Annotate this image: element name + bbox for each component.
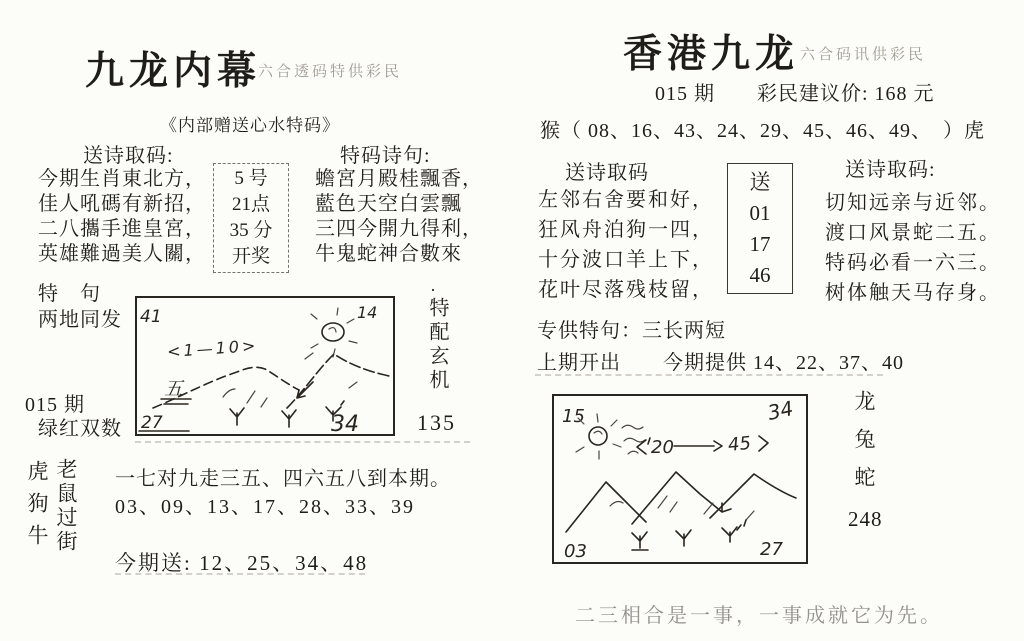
draw-time-box xyxy=(213,163,289,273)
poem-line: 蟾宮月殿桂飄香， xyxy=(315,168,483,190)
underline-marks xyxy=(161,399,191,404)
sketch-wu-character: 五 xyxy=(164,378,184,400)
mountains-sketch xyxy=(153,354,389,408)
left-sketch-box xyxy=(135,296,395,436)
right-sketch-drawing xyxy=(554,396,806,562)
poem-line: 藍色天空白雲飄 xyxy=(315,193,462,215)
left-panel-title: 九龙内幕 xyxy=(85,50,262,93)
right-panel-title: 香港九龙 xyxy=(623,33,800,76)
sketch-corner-number: 34 xyxy=(331,412,359,434)
grass-marks xyxy=(632,520,746,550)
sketch-corner-number: 27 xyxy=(141,413,163,433)
gift-box-line: 送 xyxy=(749,170,771,194)
poem-line: 左邻右舍要和好， xyxy=(538,189,714,211)
gift-box-line: 46 xyxy=(749,263,771,287)
right-zodiac-numbers-line: 猴（ 08、16、43、24、29、45、46、49、 ）虎 xyxy=(540,120,985,142)
grass-marks xyxy=(139,401,344,431)
poem-line: 特码必看一六三。 xyxy=(825,252,1001,274)
left-banner: 《内部赠送心水特码》 xyxy=(160,116,340,135)
poem-line: 渡口风景蛇二五。 xyxy=(825,222,1001,244)
left-vertical-hint: 特配玄机 xyxy=(426,297,448,393)
sketch-corner-number: 14 xyxy=(357,303,378,322)
sketch-corner-number: 03 xyxy=(564,541,587,562)
poem-line: 英雄難過美人關， xyxy=(38,243,206,265)
left-poem-column-1 xyxy=(38,167,206,267)
right-result-number: 248 xyxy=(848,507,883,531)
sketch-note-number: 20 xyxy=(651,437,674,458)
left-poem-column-2 xyxy=(315,167,483,267)
faded-print-strip xyxy=(135,441,470,443)
poem-line: 十分波口羊上下， xyxy=(538,249,714,271)
poem-line: 切知远亲与近邻。 xyxy=(825,192,1001,214)
left-poem-header-left: 送诗取码: xyxy=(83,145,174,167)
right-poem-column-2 xyxy=(825,188,1001,308)
gift-box-line: 17 xyxy=(749,232,771,256)
sketch-corner-number: 34 xyxy=(765,396,796,425)
gift-numbers-box xyxy=(727,163,793,294)
time-line: 35 分 xyxy=(229,220,273,241)
poem-line: 狂风舟泊狗一四， xyxy=(538,219,714,241)
left-sketch-drawing xyxy=(137,298,393,434)
right-poem-column-1 xyxy=(538,185,714,305)
sketch-note-text: <1—10> xyxy=(166,335,259,362)
poem-line: 树体触天马存身。 xyxy=(825,282,1001,304)
sketch-corner-number: 41 xyxy=(140,307,162,327)
time-line: 21点 xyxy=(231,194,270,215)
poem-line: 今期生肖東北方， xyxy=(38,168,206,190)
zodiac-column-b: 老鼠过街 xyxy=(54,458,78,554)
sketch-note-number: 45 xyxy=(727,432,752,456)
right-sketch-box xyxy=(552,394,808,564)
sun-icon xyxy=(305,308,357,359)
left-poem-header-right: 特码诗句: xyxy=(340,145,431,167)
right-poem-header-right: 送诗取码: xyxy=(845,159,936,181)
liangdi-tongfa-label: 两地同发 xyxy=(38,309,122,331)
right-issue-price-line: 015 期 彩民建议价: 168 元 xyxy=(655,83,935,105)
gift-box-line: 01 xyxy=(749,201,771,225)
time-line: 5 号 xyxy=(234,168,268,189)
left-result-number: 135 xyxy=(417,410,456,435)
left-panel-subtitle: 六合透码特供彩民 xyxy=(258,64,403,80)
right-panel-subtitle: 六合码讯供彩民 xyxy=(800,47,927,63)
poem-line: 二八攜手進皇宮， xyxy=(38,218,206,240)
left-tip-line-1: 一七对九走三五、四六五八到本期。 xyxy=(115,468,451,490)
zodiac-column-a: 虎狗牛 xyxy=(25,460,49,556)
poem-line: 牛鬼蛇神合數來 xyxy=(315,243,462,265)
right-vertical-hint: 龙兔蛇 xyxy=(852,390,876,504)
right-bottom-proverb: 二三相合是一事，一事成就它为先。 xyxy=(575,605,943,627)
mountains-sketch xyxy=(566,472,796,532)
sketch-corner-number: 27 xyxy=(760,539,783,560)
time-line: 开奖 xyxy=(231,246,270,267)
special-phrase-label: 特 句 xyxy=(38,283,101,305)
arrow-sketch xyxy=(297,382,313,398)
sketch-corner-number: 15 xyxy=(562,406,585,427)
faded-print-strip xyxy=(535,374,883,376)
special-phrase-line: 专供特句：三长两短 xyxy=(537,320,726,342)
lvhong-shuangshu-label: 绿红双数 xyxy=(38,418,122,440)
dot-mark: · xyxy=(430,280,436,300)
left-gift-line: 今期送: 12、25、34、48 xyxy=(115,551,369,575)
poem-line: 花叶尽落残枝留， xyxy=(538,279,714,301)
poem-line: 三四今開九得利， xyxy=(315,218,483,240)
left-issue-number: 015 期 xyxy=(25,394,85,416)
right-poem-header-left: 送诗取码 xyxy=(565,162,649,184)
provide-numbers-line: 上期开出 今期提供 14、22、37、40 xyxy=(537,352,904,374)
poem-line: 佳人吼碼有新招， xyxy=(38,193,206,215)
faded-print-strip xyxy=(115,573,365,575)
left-tip-line-2: 03、09、13、17、28、33、39 xyxy=(115,496,415,518)
